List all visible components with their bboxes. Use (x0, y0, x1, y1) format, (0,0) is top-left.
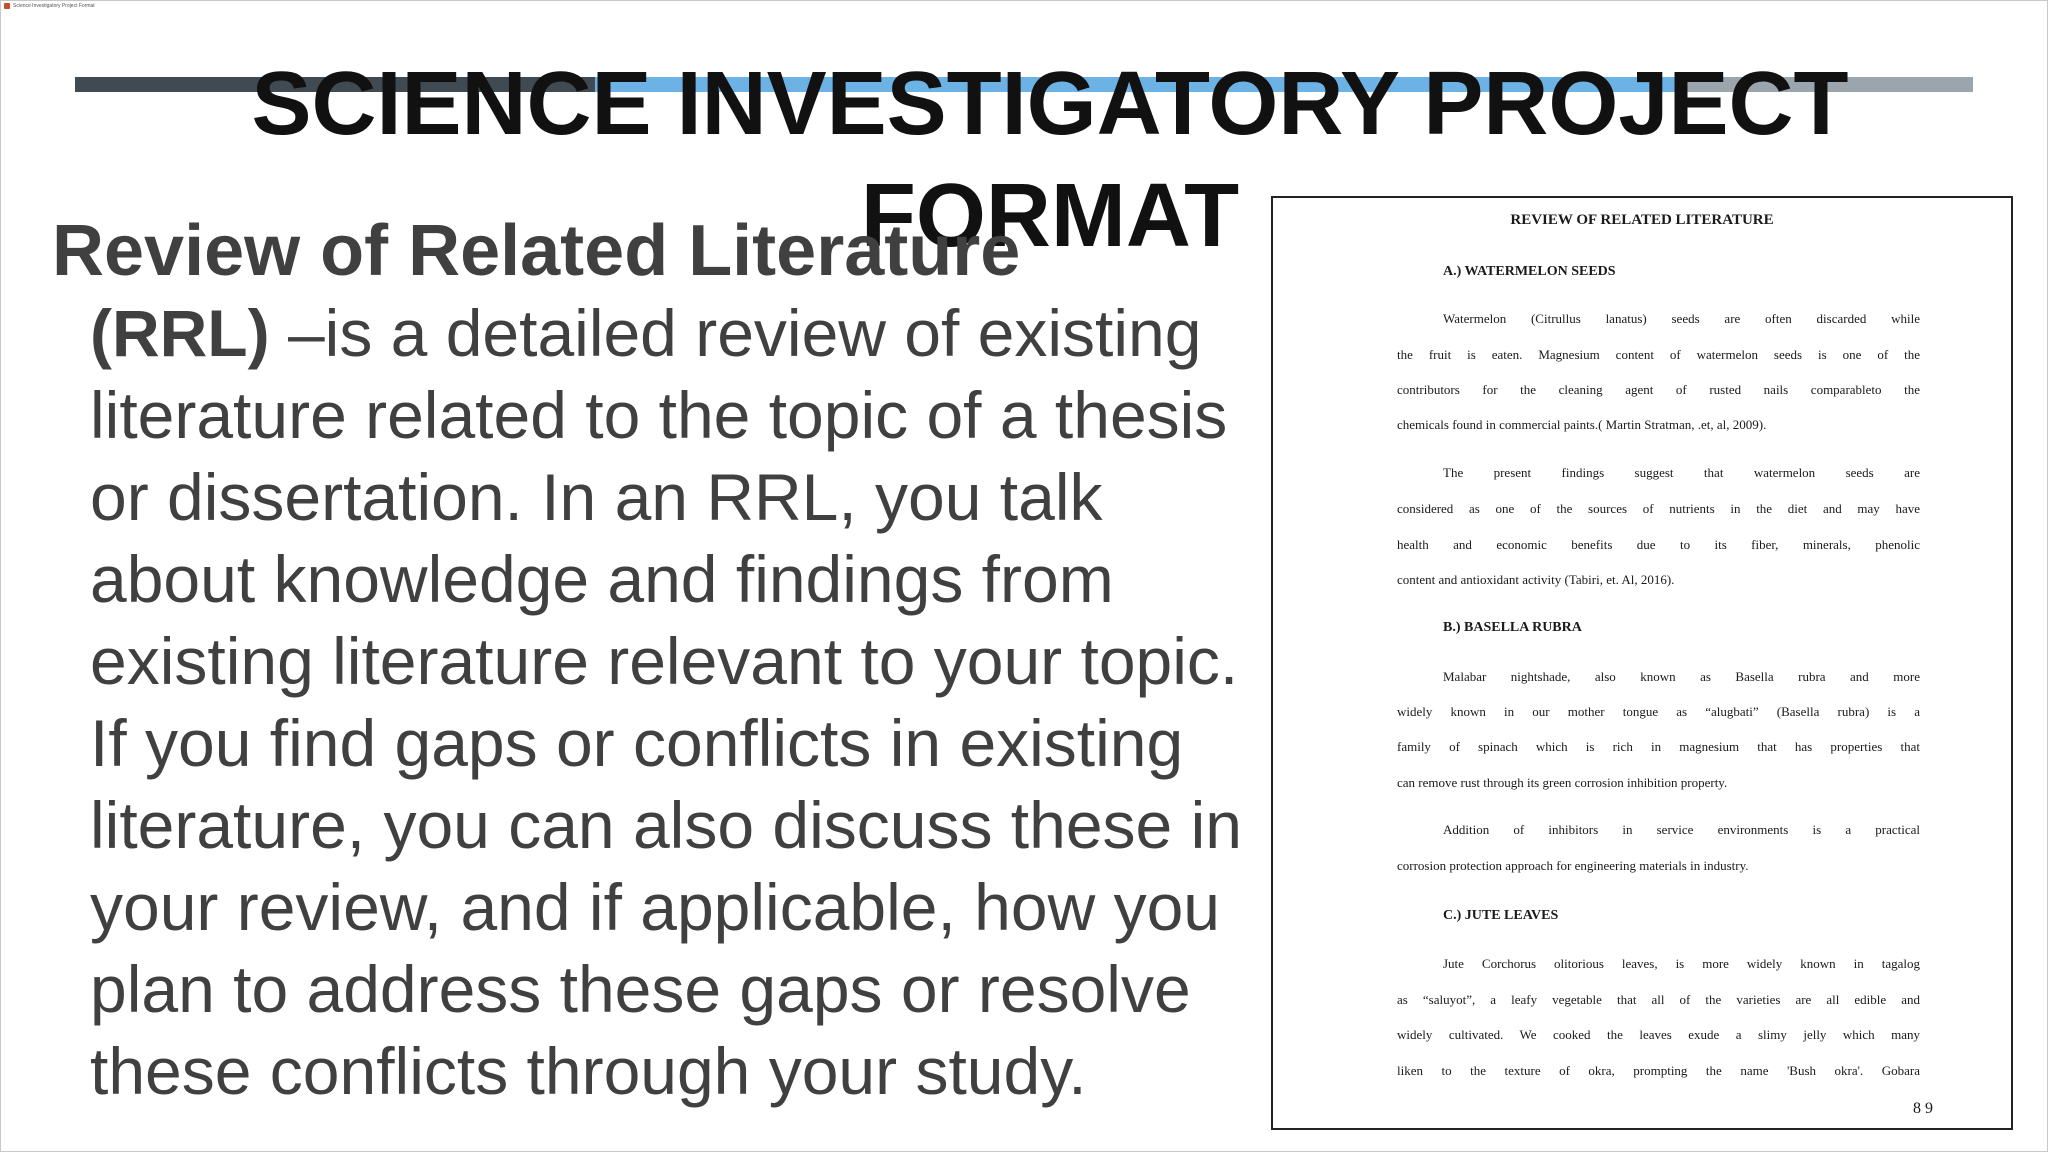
document-line: chemicals found in commercial paints.( Martin Stratman, .et, al, 2009). (1397, 417, 1767, 432)
document-line: as “saluyot”, a leafy vegetable that all of the varieties are all edible and (1397, 992, 1920, 1007)
document-line: Watermelon (Citrullus lanatus) seeds are often discarded while (1443, 311, 1920, 326)
document-line: Addition of inhibitors in service environments is a practical (1443, 822, 1920, 837)
document-section-heading-basella: B.) BASELLA RUBRA (1443, 620, 1582, 635)
window-titlebar (4, 1, 95, 11)
document-line: content and antioxidant activity (Tabiri, et. Al, 2016). (1397, 572, 1675, 587)
document-line: widely cultivated. We cooked the leaves exude a slimy jelly which many (1397, 1027, 1920, 1042)
document-section-heading-watermelon: A.) WATERMELON SEEDS (1443, 264, 1616, 279)
document-line: considered as one of the sources of nutrients in the diet and may have (1397, 501, 1920, 516)
document-line: corrosion protection approach for engineering materials in industry. (1397, 858, 1749, 873)
app-icon (4, 3, 10, 9)
document-line: health and economic benefits due to its fiber, minerals, phenolic (1397, 537, 1920, 552)
rrl-definition-paragraph (52, 292, 1277, 1112)
document-page-image (1271, 196, 2013, 1130)
document-line: can remove rust through its green corrosion inhibition property. (1397, 775, 1728, 790)
rrl-heading: Review of Related Literature (52, 211, 1021, 291)
document-title: REVIEW OF RELATED LITERATURE (1510, 212, 1774, 228)
document-line: Malabar nightshade, also known as Basella rubra and more (1443, 669, 1920, 684)
document-line: liken to the texture of okra, prompting the name 'Bush okra'. Gobara (1397, 1063, 1920, 1078)
document-line: contributors for the cleaning agent of rusted nails comparableto the (1397, 382, 1920, 397)
rrl-definition: –is a detailed review of existing literature related to the topic of a thesis or dissertation. In an RRL, you talk about knowledge and findings from existing literature relevant to your topic. If you find gaps or conflicts in existing literature, you can also discuss these in your review, and if applicable, how you plan to address these gaps or resolve these conflicts through your study. (90, 296, 1242, 1108)
document-line: Jute Corchorus olitorious leaves, is more widely known in tagalog (1443, 956, 1920, 971)
document-line: The present findings suggest that watermelon seeds are (1443, 465, 1920, 480)
document-line: family of spinach which is rich in magnesium that has properties that (1397, 739, 1920, 754)
window-title: Science Investigatory Project Format (13, 3, 95, 9)
slide-title: SCIENCE INVESTIGATORY PROJECT FORMAT (251, 54, 1849, 266)
document-line: widely known in our mother tongue as “alugbati” (Basella rubra) is a (1397, 704, 1920, 719)
slide-body (52, 210, 1277, 1112)
document-section-heading-jute: C.) JUTE LEAVES (1443, 908, 1559, 923)
rrl-abbreviation: (RRL) (90, 296, 270, 370)
document-line: the fruit is eaten. Magnesium content of watermelon seeds is one of the (1397, 347, 1920, 362)
document-page-number: 8 9 (1913, 1100, 1933, 1117)
